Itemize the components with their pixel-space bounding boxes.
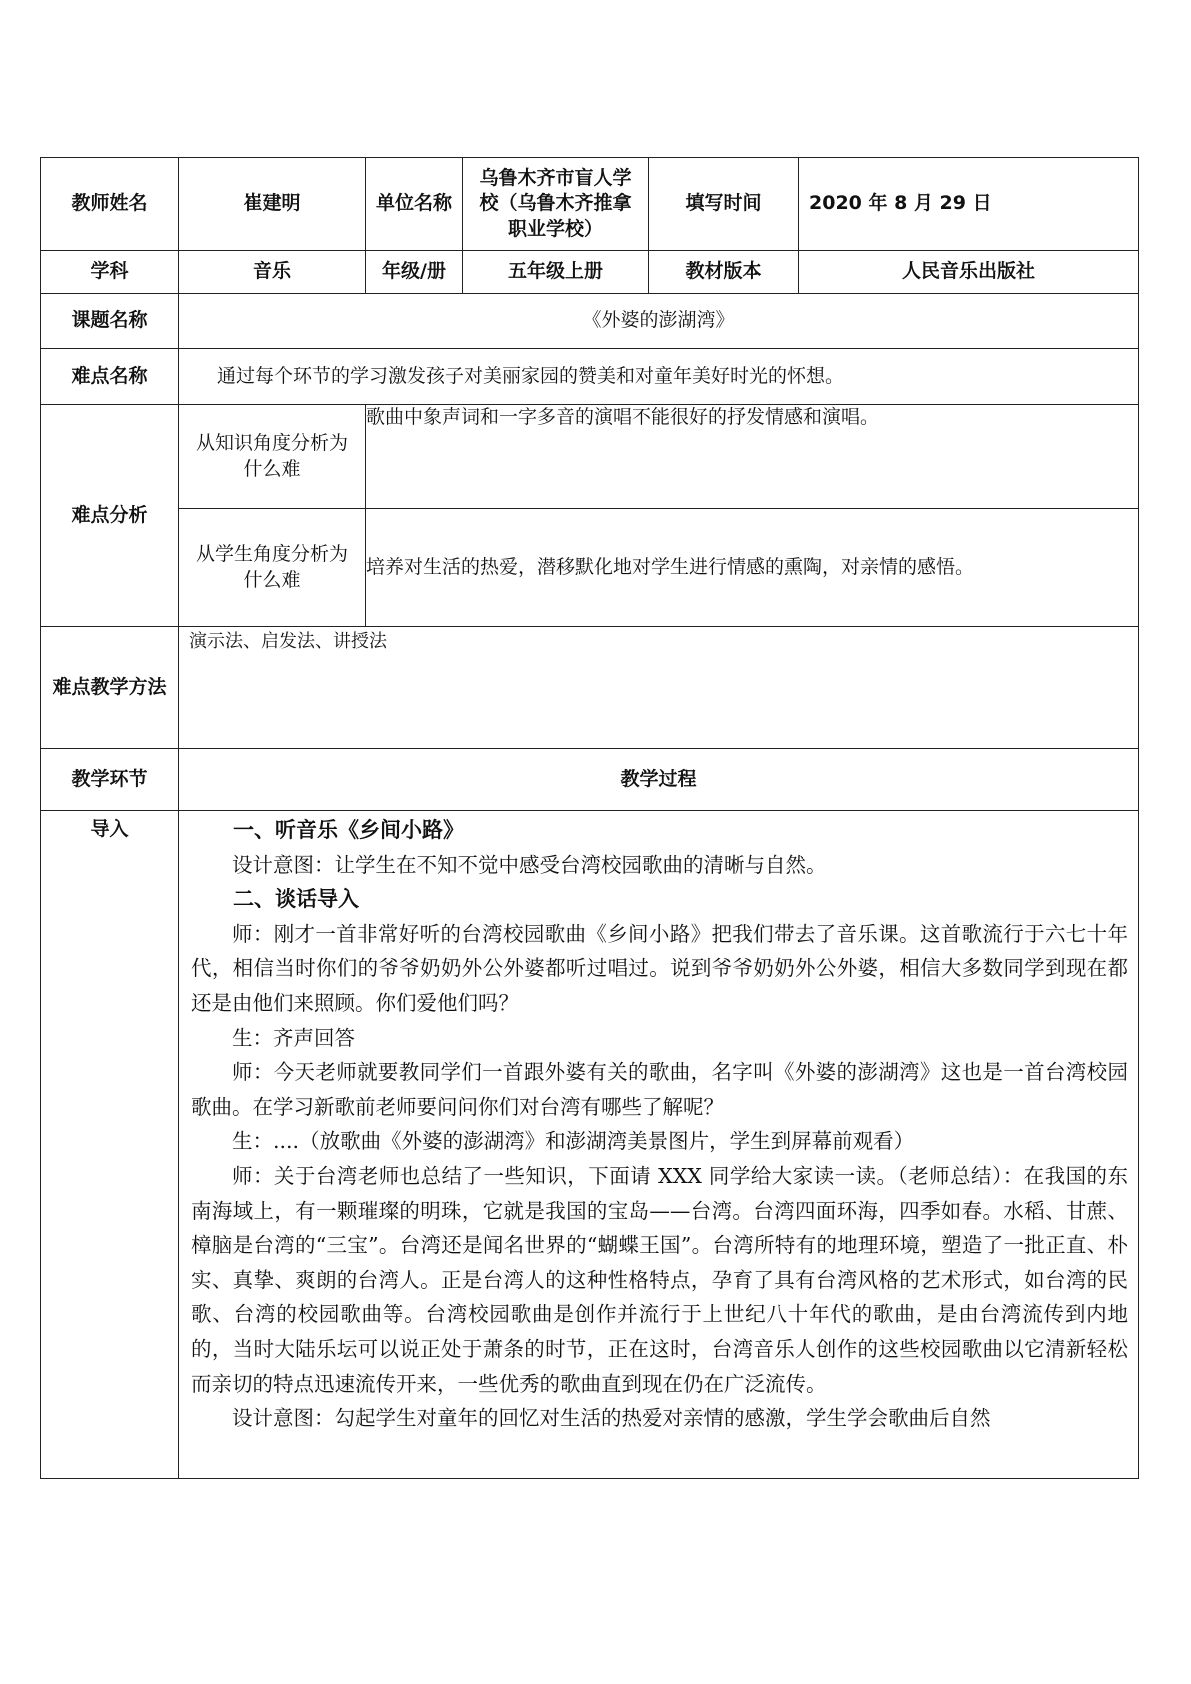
topic-row <box>41 294 1139 349</box>
process-header: 教学过程 <box>179 749 1139 811</box>
intro-paragraph: 设计意图：让学生在不知不觉中感受台湾校园歌曲的清晰与自然。 <box>232 852 827 877</box>
topic-value: 《外婆的澎湖湾》 <box>179 294 1139 349</box>
stage-header: 教学环节 <box>41 749 179 811</box>
student-label <box>179 509 366 627</box>
edition-value: 人民音乐出版社 <box>799 251 1139 294</box>
intro-body <box>179 811 1139 1479</box>
student-label-line-1: 从学生角度分析为 <box>195 542 348 565</box>
intro-paragraph: 生：....（放歌曲《外婆的澎湖湾》和澎湖湾美景图片，学生到屏幕前观看） <box>232 1129 915 1154</box>
intro-paragraph: 师：今天老师就要教同学们一首跟外婆有关的歌曲，名字叫《外婆的澎湖湾》这也是一首台湾校园歌曲。在学习新歌前老师要问问你们对台湾有哪些了解呢？ <box>191 1060 1128 1119</box>
knowledge-label-line-2: 什么难 <box>243 457 301 480</box>
teacher-name: 崔建明 <box>179 158 366 251</box>
intro-heading-2: 二、谈话导入 <box>233 887 359 912</box>
knowledge-label <box>179 405 366 509</box>
date-label: 填写时间 <box>649 158 799 251</box>
intro-heading-1: 一、听音乐《乡间小路》 <box>233 818 464 842</box>
student-label-line-2: 什么难 <box>243 568 301 591</box>
student-text: 培养对生活的热爱，潜移默化地对学生进行情感的熏陶，对亲情的感悟。 <box>366 509 1139 627</box>
method-row <box>41 627 1139 749</box>
knowledge-label-line-1: 从知识角度分析为 <box>195 431 348 454</box>
process-header-row <box>41 749 1139 811</box>
teacher-label: 教师姓名 <box>41 158 179 251</box>
subject-label: 学科 <box>41 251 179 294</box>
teacher-row <box>41 158 1139 251</box>
method-value: 演示法、启发法、讲授法 <box>179 627 1139 749</box>
intro-paragraph: 生：齐声回答 <box>232 1025 355 1050</box>
edition-label: 教材版本 <box>649 251 799 294</box>
difficulty-label: 难点名称 <box>41 349 179 405</box>
student-analysis-row <box>41 509 1139 627</box>
intro-paragraph: 设计意图：勾起学生对童年的回忆对生活的热爱对亲情的感激，学生学会歌曲后自然 <box>232 1406 991 1431</box>
difficulty-value: 通过每个环节的学习激发孩子对美丽家园的赞美和对童年美好时光的怀想。 <box>179 349 1139 405</box>
grade-label: 年级/册 <box>366 251 463 294</box>
lesson-plan-table <box>40 157 1139 1479</box>
intro-paragraph: 师：刚才一首非常好听的台湾校园歌曲《乡间小路》把我们带去了音乐课。这首歌流行于六七十年代，相信当时你们的爷爷奶奶外公外婆都听过唱过。说到爷爷奶奶外公外婆，相信大多数同学到现在都还是由他们来照顾。你们爱他们吗？ <box>191 921 1128 1015</box>
knowledge-analysis-row <box>41 405 1139 509</box>
unit-name-line-2: 校（乌鲁木齐推拿 <box>479 192 632 215</box>
analysis-label: 难点分析 <box>41 405 179 627</box>
unit-label: 单位名称 <box>366 158 463 251</box>
subject-value: 音乐 <box>179 251 366 294</box>
subject-row <box>41 251 1139 294</box>
method-label: 难点教学方法 <box>41 627 179 749</box>
date-value: 2020 年 8 月 29 日 <box>799 158 1139 251</box>
topic-label: 课题名称 <box>41 294 179 349</box>
intro-paragraph: 师：关于台湾老师也总结了一些知识，下面请 XXX 同学给大家读一读。（老师总结）：在我国的东南海域上，有一颗璀璨的明珠，它就是我国的宝岛——台湾。台湾四面环海，四季如春。水稻、甘蔗、樟脑是台湾的“三宝”。台湾还是闻名世界的“蝴蝶王国”。台湾所特有的地理环境，塑造了一批正直、朴实、真挚、爽朗的台湾人。正是台湾人的这种性格特点，孕育了具有台湾风格的艺术形式，如台湾的民歌、台湾的校园歌曲等。台湾校园歌曲是创作并流行于上世纪八十年代的歌曲，是由台湾流传到内地的，当时大陆乐坛可以说正处于萧条的时节，正在这时，台湾音乐人创作的这些校园歌曲以它清新轻松而亲切的特点迅速流传开来，一些优秀的歌曲直到现在仍在广泛流传。 <box>191 1163 1128 1396</box>
intro-stage: 导入 <box>41 811 179 1479</box>
knowledge-text: 歌曲中象声词和一字多音的演唱不能很好的抒发情感和演唱。 <box>366 405 1139 509</box>
unit-name-line-3: 职业学校） <box>507 217 603 240</box>
unit-name-line-1: 乌鲁木齐市盲人学 <box>479 166 632 189</box>
grade-value: 五年级上册 <box>463 251 649 294</box>
difficulty-row <box>41 349 1139 405</box>
intro-row <box>41 811 1139 1479</box>
unit-name <box>463 158 649 251</box>
